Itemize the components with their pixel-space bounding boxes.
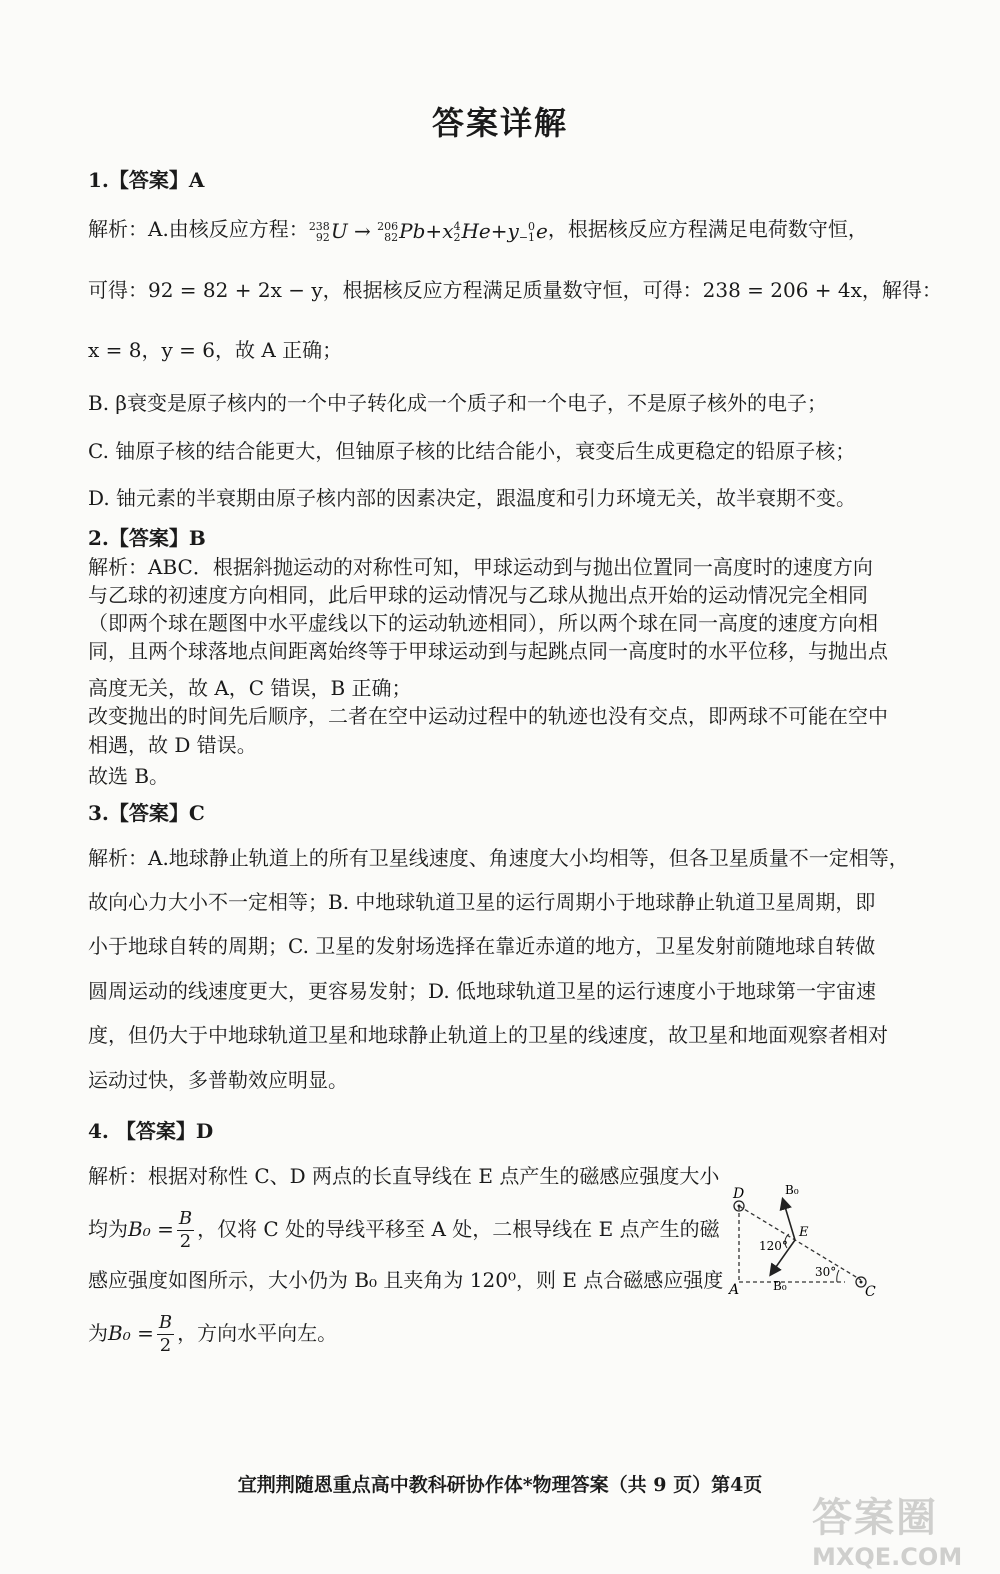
q2-answer: 2.【答案】B <box>88 526 206 550</box>
angle-30-arc <box>837 1270 839 1282</box>
label-d: D <box>733 1186 745 1202</box>
q4-line-1: 解析：根据对称性 C、D 两点的长直导线在 E 点产生的磁感应强度大小 <box>88 1164 720 1188</box>
label-angle-30: 30° <box>815 1265 837 1279</box>
q3-line: 运动过快，多普勒效应明显。 <box>88 1068 348 1092</box>
q4-line-4: 为B₀ = $\frac{B}{2}$ ，方向水平向左。 <box>88 1312 338 1356</box>
q3-line: 解析：A.地球静止轨道上的所有卫星线速度、角速度大小均相等，但各卫星质量不一定相等， <box>88 846 909 870</box>
q1-option-d: D. 铀元素的半衰期由原子核内部的因素决定，跟温度和引力环境无关，故半衰期不变。 <box>88 486 857 510</box>
q1-option-b: B. β衰变是原子核内的一个中子转化成一个质子和一个电子，不是原子核外的电子； <box>88 391 827 415</box>
q4-line-2: 均为B₀ = $\frac{B}{2}$ ，仅将 C 处的导线平移至 A 处，二根导线在 E 点产生的磁 <box>88 1208 720 1252</box>
q3-line: 圆周运动的线速度更大，更容易发射；D. 低地球轨道卫星的运行速度小于地球第一宇宙速 <box>88 979 877 1003</box>
label-a: A <box>729 1282 740 1298</box>
watermark-logo: 答案圈 MXQE.COM <box>812 1495 963 1571</box>
label-b0-top: B₀ <box>785 1183 799 1197</box>
nuclear-equation: 238 92 U → 206 82 Pb+x 4 2 He+y 0 −1 e <box>308 218 548 244</box>
q4-answer: 4. 【答案】D <box>88 1119 214 1143</box>
q3-line: 度，但仍大于中地球轨道卫星和地球静止轨道上的卫星的线速度，故卫星和地面观察者相对 <box>88 1023 888 1047</box>
page-footer: 宜荆荆随恩重点高中教科研协作体*物理答案（共 9 页）第4页 <box>237 1474 763 1496</box>
formula-lhs: B₀ = <box>108 1321 154 1345</box>
q1-line-2: 可得：92 = 82 + 2x − y，根据核反应方程满足质量数守恒，可得：238 = 206 + 4x，解得： <box>88 278 942 302</box>
label-angle-120: 120° <box>759 1239 788 1253</box>
q3-answer: 3.【答案】C <box>88 801 205 825</box>
q1-line-1-prefix: 解析：A.由核反应方程： <box>88 217 309 241</box>
formula-lhs: B₀ = <box>128 1217 174 1241</box>
page-title: 答案详解 <box>431 104 568 142</box>
q2-line: （即两个球在题图中水平虚线以下的运动轨迹相同），所以两个球在同一高度的速度方向相 <box>88 611 878 635</box>
q4-line-3: 感应强度如图所示，大小仍为 B₀ 且夹角为 120⁰，则 E 点合磁感应强度 <box>88 1268 724 1292</box>
q2-line: 同，且两个球落地点间距离始终等于甲球运动到与起跳点同一高度时的水平位移，与抛出点 <box>88 639 888 663</box>
label-c: C <box>865 1284 876 1300</box>
q1-line-1-suffix: ，根据核反应方程满足电荷数守恒， <box>547 217 868 241</box>
dashed-line-dc <box>739 1206 861 1280</box>
label-e: E <box>799 1225 809 1240</box>
magnetic-field-diagram <box>725 1178 885 1308</box>
q1-line-3: x = 8，y = 6，故 A 正确； <box>88 338 343 362</box>
q1-answer: 1.【答案】A <box>88 168 205 192</box>
q2-line: 改变抛出的时间先后顺序，二者在空中运动过程中的轨迹也没有交点，即两球不可能在空中 <box>88 704 888 728</box>
q3-line: 故向心力大小不一定相等；B. 中地球轨道卫星的运行周期小于地球静止轨道卫星周期，即 <box>88 890 876 914</box>
q1-line-1 <box>88 215 868 245</box>
q1-option-c: C. 铀原子核的结合能更大，但铀原子核的比结合能小，衰变后生成更稳定的铅原子核； <box>88 439 856 463</box>
label-b0-bottom: B₀ <box>773 1279 787 1293</box>
q2-line: 解析：ABC．根据斜抛运动的对称性可知，甲球运动到与抛出位置同一高度时的速度方向 <box>88 555 873 579</box>
q3-line: 小于地球自转的周期；C. 卫星的发射场选择在靠近赤道的地方，卫星发射前随地球自转做 <box>88 934 876 958</box>
q2-line: 故选 B。 <box>88 764 170 788</box>
q2-line: 与乙球的初速度方向相同，此后甲球的运动情况与乙球从抛出点开始的运动情况完全相同 <box>88 583 868 607</box>
q2-line: 相遇，故 D 错误。 <box>88 733 257 757</box>
q2-line: 高度无关，故 A，C 错误，B 正确； <box>88 676 412 700</box>
fraction: $\frac{B}{2}$ <box>158 1312 173 1356</box>
fraction: $\frac{B}{2}$ <box>178 1208 193 1252</box>
